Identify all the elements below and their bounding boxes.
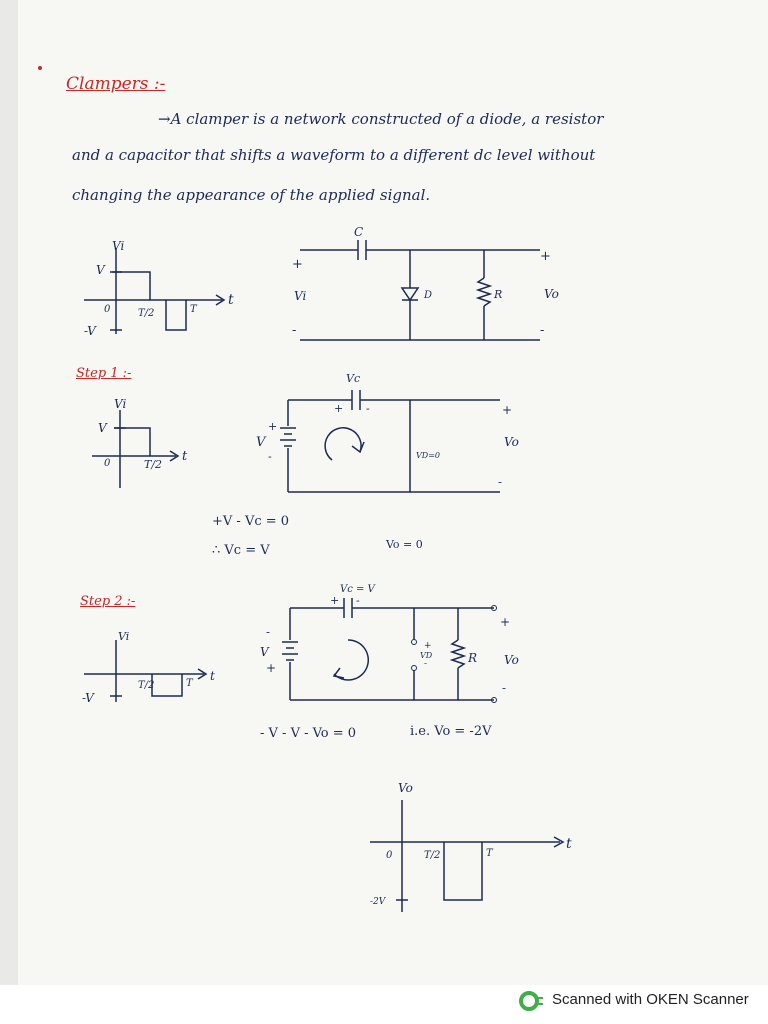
fig1-output-label: Vo [544, 287, 559, 301]
fig1-plus-in: + [292, 257, 303, 272]
fig1-plus-out: + [540, 249, 551, 264]
step1-y-axis-label: Vi [114, 397, 127, 411]
step2-half-period: T/2 [138, 680, 155, 691]
fig1-diode-label: D [424, 290, 433, 301]
step1-source-label: V [256, 435, 266, 450]
step1-half-period: T/2 [144, 458, 163, 471]
output-half-period: T/2 [424, 850, 441, 861]
output-origin: 0 [386, 850, 393, 861]
fig1-x-axis-label: t [228, 292, 234, 308]
paragraph-line-2: and a capacitor that shifts a waveform to a different dc level without [72, 146, 596, 164]
fig1-minus-out: - [540, 323, 545, 338]
step2-vd-minus: - [424, 659, 428, 669]
output-x-axis-label: t [566, 836, 572, 852]
step1-plus-out: + [502, 403, 513, 417]
step2-plus-out: + [500, 615, 511, 629]
output-full-period: T [486, 848, 493, 859]
step1-cap-minus: - [366, 402, 370, 415]
step2-vd-plus: + [424, 641, 432, 651]
step1-src-plus: + [268, 420, 278, 433]
step2-src-plus: + [266, 661, 277, 675]
paragraph-line-3: changing the appearance of the applied signal. [72, 186, 431, 204]
step1-output-label: Vo [504, 435, 519, 449]
fig1-cap-label: C [354, 225, 364, 239]
step1-equation-1: +V - Vc = 0 [212, 514, 290, 529]
step1-minus-out: - [498, 475, 503, 489]
fig1-full-period: T [190, 304, 197, 315]
step1-x-axis-label: t [182, 449, 188, 464]
scanner-logo-icon [518, 990, 544, 1012]
step1-src-minus: - [268, 450, 272, 463]
step2-source-label: V [260, 645, 269, 659]
step2-equation-1: - V - V - Vo = 0 [260, 726, 357, 741]
step2-y-axis-label: Vi [118, 630, 130, 643]
step1-equation-3: Vo = 0 [386, 538, 423, 551]
fig1-origin: 0 [104, 304, 111, 315]
fig1-resistor-label: R [494, 288, 503, 301]
fig1-neg-level: -V [84, 324, 96, 338]
fig1-half-period: T/2 [138, 308, 155, 319]
scanner-watermark-text: Scanned with OKEN Scanner [552, 991, 749, 1008]
step1-origin: 0 [104, 458, 111, 469]
fig1-input-label: Vi [294, 289, 307, 303]
step1-title: Step 1 :- [76, 366, 132, 381]
step2-title: Step 2 :- [80, 594, 136, 609]
step2-equation-2: i.e. Vo = -2V [410, 724, 492, 739]
step2-cap-plus: + [330, 594, 340, 607]
step2-output-label: Vo [504, 653, 519, 667]
output-y-axis-label: Vo [398, 781, 413, 795]
step2-cap-minus: - [356, 594, 360, 607]
step2-vd-label: VD [420, 651, 433, 660]
step2-resistor-label: R [468, 651, 478, 665]
step2-minus-out: - [502, 681, 507, 695]
output-neg-level: -2V [370, 897, 386, 907]
step2-src-minus: - [266, 625, 271, 639]
fig1-minus-in: - [292, 323, 297, 338]
step2-x-axis-label: t [210, 669, 215, 683]
step1-vd-label: VD=0 [416, 451, 440, 460]
fig1-y-axis-label: Vi [112, 239, 125, 253]
step1-vc-label: Vc [346, 372, 361, 385]
step2-full-period: T [186, 678, 193, 689]
page-heading: Clampers :- [66, 74, 166, 94]
paragraph-line-1: →A clamper is a network constructed of a diode, a resistor [158, 110, 604, 128]
step1-cap-plus: + [334, 402, 344, 415]
step1-pos-level: V [98, 421, 107, 435]
step2-neg-level: -V [82, 691, 94, 705]
fig1-pos-level: V [96, 263, 105, 277]
step1-equation-2: ∴ Vc = V [212, 543, 270, 558]
step2-vc-label: Vc = V [340, 584, 375, 595]
